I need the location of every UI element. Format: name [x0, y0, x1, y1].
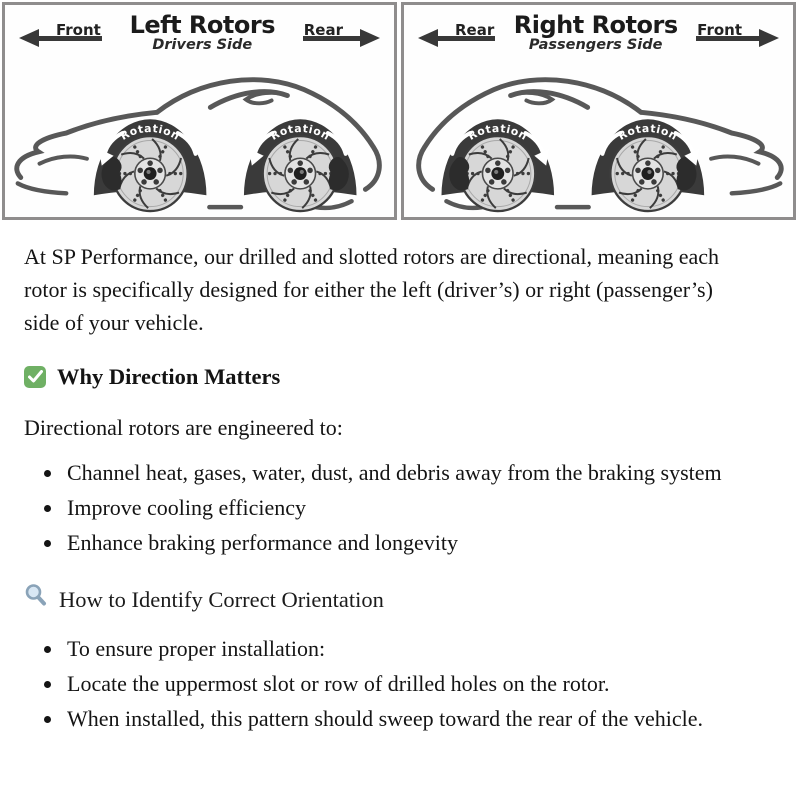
list-item: • When installed, this pattern should sweep toward the rear of the vehicle.: [64, 702, 748, 736]
right-panel-header: [404, 5, 793, 59]
left-arrow-icon: [418, 29, 438, 47]
front-direction-arrow: [53, 20, 104, 46]
direction-label: Front: [56, 21, 101, 39]
intro-paragraph: At SP Performance, our drilled and slotted rotors are directional, meaning each rotor is specifically designed for either the left (driver’s) or right (passenger’s) side of your vehicle.: [24, 244, 720, 335]
rotation-label: Rotation: [118, 121, 183, 143]
rear-direction-arrow: [301, 20, 346, 46]
panel-title: Right Rotors: [513, 11, 678, 39]
magnifier-icon: [24, 583, 48, 617]
right-arrow-icon: [360, 29, 380, 47]
list-item: • Enhance braking performance and longevity: [64, 526, 748, 560]
section-heading-why: [24, 360, 748, 394]
left-arrow-icon: [19, 29, 39, 47]
orientation-steps-list: [24, 632, 748, 736]
panel-title: Left Rotors: [129, 11, 275, 39]
list-item: • Improve cooling efficiency: [64, 491, 748, 525]
rotation-label: Rotation: [268, 121, 333, 143]
list-item: • To ensure proper installation:: [64, 632, 748, 666]
left-panel-header: [5, 5, 394, 59]
panel-subtitle: Drivers Side: [152, 37, 253, 54]
list-item: • Channel heat, gases, water, dust, and debris away from the braking system: [64, 456, 748, 490]
left-rotors-panel: [2, 2, 397, 220]
right-arrow-icon: [759, 29, 779, 47]
section-heading-text: Why Direction Matters: [57, 364, 281, 389]
check-icon: [24, 366, 46, 388]
list-item: • Locate the uppermost slot or row of drilled holes on the rotor.: [64, 667, 748, 701]
direction-label: Front: [697, 21, 742, 39]
section-heading-text: How to Identify Correct Orientation: [59, 587, 384, 613]
right-rotors-panel: [401, 2, 796, 220]
section-heading-how: [24, 583, 748, 617]
benefits-list: [24, 456, 748, 560]
direction-label: Rear: [303, 21, 343, 39]
rotation-label: Rotation: [465, 121, 530, 143]
left-car-illustration: [5, 59, 394, 217]
rotor-direction-diagram: [0, 0, 800, 222]
panel-subtitle: Passengers Side: [528, 37, 663, 54]
front-direction-arrow: [694, 20, 745, 46]
rear-direction-arrow: [452, 20, 497, 46]
direction-label: Rear: [455, 21, 495, 39]
right-car-illustration: [404, 59, 793, 217]
article-body: [0, 222, 772, 736]
lead-paragraph: Directional rotors are engineered to:: [24, 414, 343, 440]
rotation-label: Rotation: [615, 121, 680, 143]
